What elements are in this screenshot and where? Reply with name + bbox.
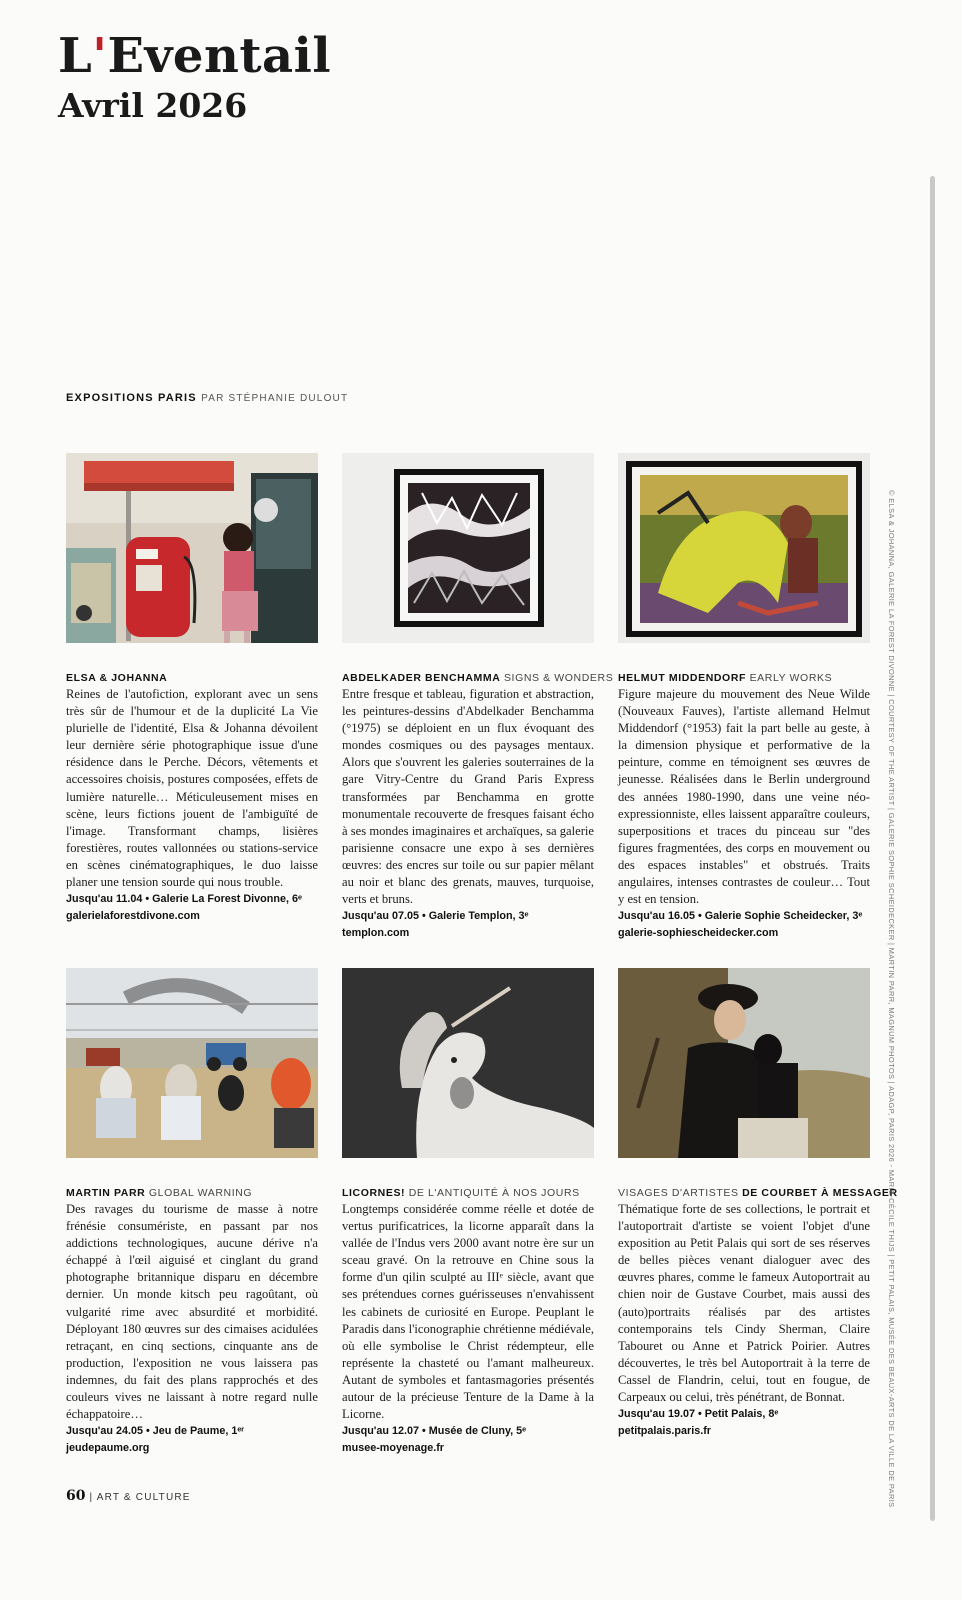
- exhibition-image: [618, 453, 870, 643]
- exhibition-description: Reines de l'autofiction, explorant avec un sens très sûr de l'humour et de la duplicité La Vie plurielle de l'identité, Elsa & Johanna dévoilent leur dernière série photographique issue d'une résidence dans le Perche. Décors, vêtements et accessoires choisis, postures composées, effets de lumière naturelle… Méticuleusement mises en scène, leurs fictions jouent de l'ambiguïté de l'image. Transformant champs, lisières forestières, routes vallonnées ou stations-service en scènes cinématographiques, le duo laisse planer une tension sourde qui nous trouble.: [66, 687, 318, 890]
- exhibition-description: Des ravages du tourisme de masse à notre frénésie consumériste, en passant par nos addictions technologiques, aucune dérive n'a échappé à l'œil aiguisé et cinglant du grand photographe britannique disparu en décembre dernier. Un monde kitsch peu ragoûtant, où vulgarité rime avec absurdité et morbidité. Déployant 180 œuvres sur des cimaises acidulées retraçant, en cinq sections, cinquante ans de production, l'exposition ne vous laissera pas indemnes, du fait des plans rapprochés et des couleurs vives ne laissant à notre regard nulle échappatoire…: [66, 1202, 318, 1422]
- title-apostrophe: ': [92, 28, 108, 84]
- exhibition-image: [342, 453, 594, 643]
- exhibition-dates: Jusqu'au 24.05 • Jeu de Paume, 1ᵉʳ: [66, 1425, 245, 1438]
- section-byline: PAR STÉPHANIE DULOUT: [201, 393, 349, 404]
- exhibition-card-visages-artistes: [618, 968, 898, 1440]
- footer-section: ART & CULTURE: [96, 1492, 191, 1503]
- exhibition-image: [66, 453, 318, 643]
- exhibition-card-elsa-johanna: [66, 453, 318, 925]
- exhibition-image: [66, 968, 318, 1158]
- exhibition-dates: Jusqu'au 16.05 • Galerie Sophie Scheidecker, 3ᵉ: [618, 910, 863, 923]
- exhibition-heading: ELSA & JOHANNA: [66, 672, 168, 684]
- exhibition-description: Longtemps considérée comme réelle et dotée de vertus purificatrices, la licorne apparaît dans la vallée de l'Indus vers 2000 avant notre ère sur un sceau gravé. On la retrouve en Chine sous la forme d'un qilin sculpté au IIIᵉ siècle, avant que ses prétendues cornes guérisseuses n'envahissent les cabinets de curiosité en Europe. Peuplant le Paradis dans l'iconographie chrétienne médiévale, où elle symbolise le Christ rédempteur, elle représente la chasteté ou l'amant malheureux. Autant de symboles et fantasmagories présentés autour de la précieuse Tenture de la Dame à la Licorne.: [342, 1202, 594, 1422]
- exhibition-url[interactable]: galerielaforestdivone.com: [66, 910, 200, 923]
- exhibition-description: Entre fresque et tableau, figuration et abstraction, les peintures-dessins d'Abdelkader Benchamma (°1975) se déploient en un flux évoquant des mondes cosmiques ou des paysages mentaux. Alors que s'ouvrent les galeries souterraines de la gare Vitry-Centre du Grand Paris Express transformées par Benchamma en grotte monumentale recouverte de fresques faisant écho à ses mondes imaginaires et archaïques, sa galerie parisienne consacre une expo à ses dernières œuvres: des encres sur toile ou sur papier mêlant au noir et blanc des grenats, mauves, turquoise, verts et bruns.: [342, 687, 594, 907]
- exhibition-url[interactable]: templon.com: [342, 927, 410, 940]
- exhibition-description: Thématique forte de ses collections, le portrait et l'autoportrait d'artiste se voient l'objet d'une exposition au Petit Palais qui sort de ses réserves de belles pièces venant dialoguer avec des œuvres phares, comme le fameux Autoportrait au chien noir de Gustave Courbet, mais aussi des (auto)portraits réalisés par des artistes contemporains tels Cindy Sherman, Claire Tabouret ou Anne et Patrick Poirier. Autres découvertes, le très bel Autoportrait à la terre de Cassel de Flandrin, celui, tout en fougue, de Carpeaux ou celui, très pénétrant, de Bonnat.: [618, 1202, 870, 1405]
- exhibition-image: [618, 968, 870, 1158]
- exhibition-heading: HELMUT MIDDENDORF EARLY WORKS: [618, 672, 833, 684]
- exhibition-card-benchamma: [342, 453, 614, 942]
- masthead: [58, 28, 331, 126]
- page-footer: [66, 1488, 191, 1504]
- exhibition-description: Figure majeure du mouvement des Neue Wilde (Nouveaux Fauves), l'artiste allemand Helmut Middendorf (°1953) fait la part belle au geste, à la dimension physique et performative de la peinture, comme en témoignent ses œuvres de jeunesse. Réalisées dans le Berlin underground des années 1980-1990, dans une veine néo-expressionniste, elles laissent apparaître couleurs, superpositions et traces du pinceau sur "des figures fragmentées, des corps en mouvement ou des espaces instables" et obstrués. Traits angulaires, intenses contrastes de couleur… Tout y est en tension.: [618, 687, 870, 907]
- exhibition-dates: Jusqu'au 11.04 • Galerie La Forest Divonne, 6ᵉ: [66, 893, 303, 906]
- footer-separator: |: [89, 1492, 94, 1503]
- exhibition-url[interactable]: musee-moyenage.fr: [342, 1442, 445, 1455]
- exhibition-url[interactable]: jeudepaume.org: [66, 1442, 150, 1455]
- photo-credits: © ELSA & JOHANNA, GALERIE LA FOREST DIVONNE | COURTESY OF THE ARTIST | GALERIE SOPHIE SCHEIDECKER | MARTIN PARR, MAGNUM PHOTOS | ADAGP, PARIS 2026 - MARIE-CÉCILE THIJS | PETIT PALAIS, MUSÉE DES BEAUX-ARTS DE LA VILLE DE PARIS: [887, 490, 896, 1508]
- exhibition-heading: VISAGES D'ARTISTES DE COURBET À MESSAGER: [618, 1187, 898, 1199]
- exhibition-heading: MARTIN PARR GLOBAL WARNING: [66, 1187, 253, 1199]
- section-title: EXPOSITIONS PARIS: [66, 392, 197, 404]
- exhibition-heading: LICORNES! DE L'ANTIQUITÉ À NOS JOURS: [342, 1187, 580, 1199]
- exhibition-url[interactable]: galerie-sophiescheidecker.com: [618, 927, 779, 940]
- exhibition-url[interactable]: petitpalais.paris.fr: [618, 1425, 712, 1438]
- section-heading: [66, 392, 348, 404]
- issue-date: Avril 2026: [58, 86, 248, 125]
- page-number: 60: [66, 1488, 86, 1504]
- exhibition-heading: ABDELKADER BENCHAMMA SIGNS & WONDERS: [342, 672, 614, 684]
- exhibition-card-martin-parr: [66, 968, 318, 1457]
- exhibition-dates: Jusqu'au 07.05 • Galerie Templon, 3ᵉ: [342, 910, 529, 923]
- exhibition-dates: Jusqu'au 12.07 • Musée de Cluny, 5ᵉ: [342, 1425, 527, 1438]
- exhibition-image: [342, 968, 594, 1158]
- exhibition-card-middendorf: [618, 453, 870, 942]
- scrollbar[interactable]: [930, 176, 935, 1521]
- exhibition-dates: Jusqu'au 19.07 • Petit Palais, 8ᵉ: [618, 1408, 779, 1421]
- magazine-title: L'Eventail: [58, 28, 332, 84]
- exhibition-card-licornes: [342, 968, 594, 1457]
